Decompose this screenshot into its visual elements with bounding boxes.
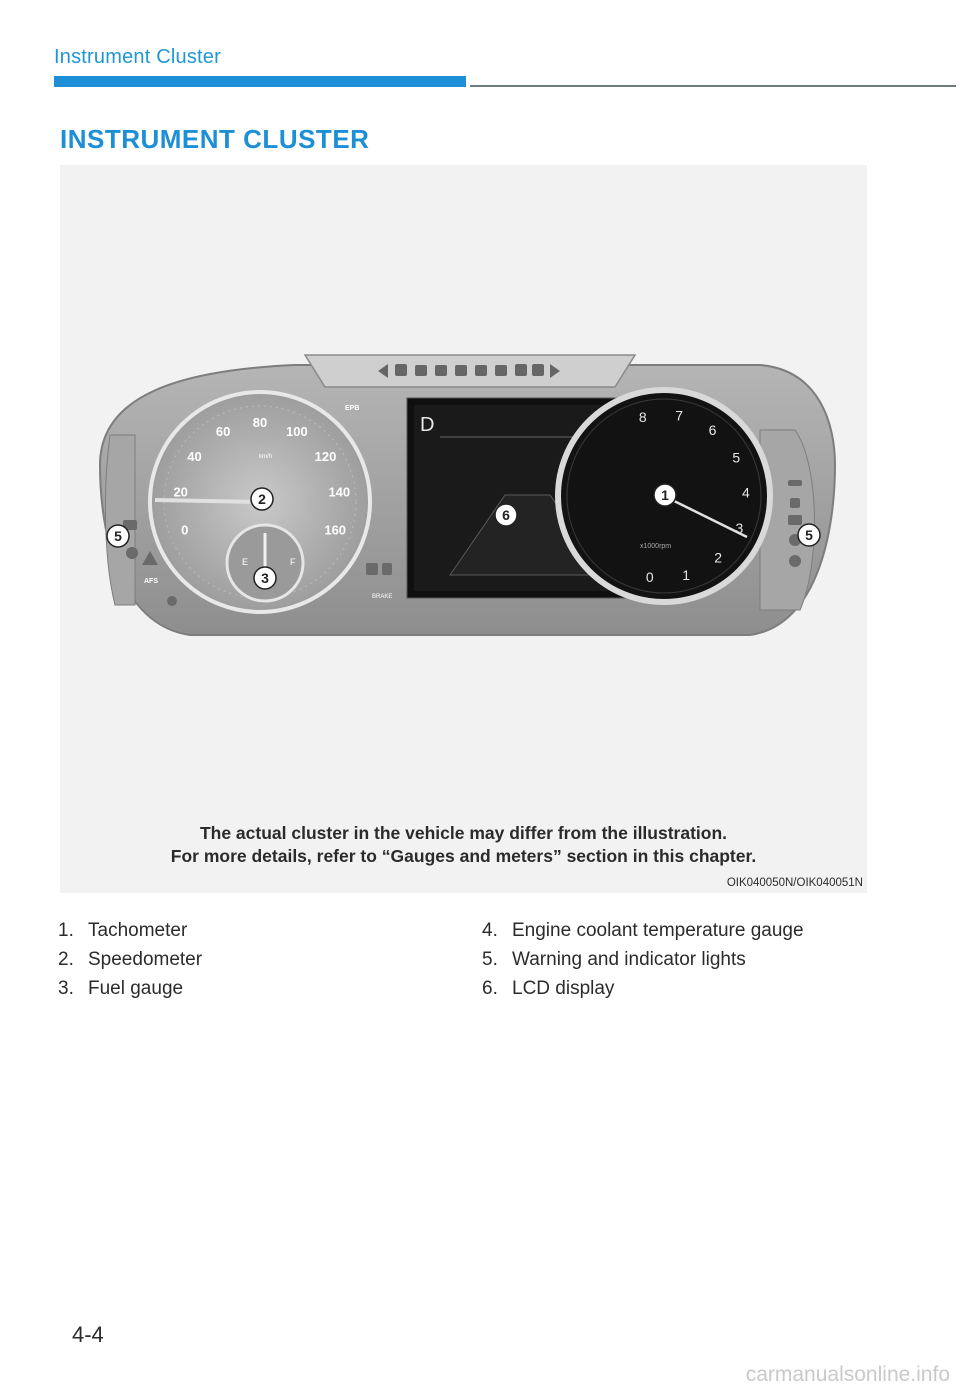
svg-text:5: 5 (805, 527, 813, 543)
legend-item: 4. Engine coolant temperature gauge (482, 920, 804, 941)
speed-label-100: 100 (286, 424, 308, 439)
rpm-label-8: 8 (638, 408, 647, 425)
svg-text:1: 1 (661, 487, 669, 503)
gear-indicator: D (420, 414, 435, 436)
epb-label: EPB (345, 405, 360, 412)
speed-label-60: 60 (215, 424, 231, 439)
figure-code: OIK040050N/OIK040051N (726, 877, 863, 889)
caption-line-2: For more details, refer to “Gauges and meters” section in this chapter. (170, 846, 757, 866)
rpm-label-0: 0 (645, 568, 654, 585)
watermark: carmanualsonline.info (745, 1363, 950, 1386)
fuel-empty-label: E (242, 557, 249, 567)
legend-list-left (58, 916, 202, 1003)
legend-item: 2. Speedometer (58, 949, 203, 970)
rpm-label-3: 3 (735, 520, 744, 537)
speed-label-20: 20 (173, 484, 188, 500)
svg-text:6: 6 (502, 507, 510, 523)
legend-item: 3. Fuel gauge (58, 978, 184, 999)
instrument-cluster-figure (60, 165, 867, 893)
rpm-label-5: 5 (732, 449, 741, 466)
rpm-unit-label: x1000rpm (640, 543, 672, 550)
figure-caption (60, 822, 867, 868)
afs-label: AFS (144, 578, 158, 585)
speed-label-140: 140 (328, 484, 351, 500)
svg-text:5: 5 (114, 528, 122, 544)
legend-item: 5. Warning and indicator lights (482, 949, 746, 970)
instrument-cluster-illustration (60, 165, 867, 893)
caption-line-1: The actual cluster in the vehicle may differ from the illustration. (199, 823, 728, 843)
legend-item: 1. Tachometer (58, 920, 188, 941)
rpm-label-2: 2 (714, 549, 722, 566)
legend-list-right (482, 916, 804, 1003)
legend-item: 6. LCD display (482, 978, 615, 999)
page-number: 4-4 (72, 1322, 104, 1347)
rpm-label-6: 6 (708, 421, 717, 438)
svg-text:2: 2 (258, 491, 266, 507)
speed-label-120: 120 (314, 449, 337, 465)
rpm-label-4: 4 (742, 484, 750, 501)
speedometer-needle (155, 500, 260, 502)
fuel-full-label: F (290, 557, 296, 567)
rpm-label-7: 7 (675, 407, 683, 424)
speed-label-160: 160 (324, 522, 347, 538)
speed-label-80: 80 (252, 415, 268, 430)
brake-label: BRAKE (372, 594, 393, 600)
speed-label-0: 0 (181, 522, 189, 538)
section-header: Instrument Cluster (54, 46, 221, 68)
header-bar-accent (54, 76, 466, 87)
page-title: INSTRUMENT CLUSTER (60, 124, 370, 154)
top-indicator-strip (305, 355, 635, 387)
speed-unit-label: km/h (259, 454, 273, 460)
header-bar-rule (470, 85, 956, 87)
svg-text:3: 3 (261, 570, 269, 586)
speed-label-40: 40 (187, 449, 202, 465)
rpm-label-1: 1 (682, 567, 690, 583)
